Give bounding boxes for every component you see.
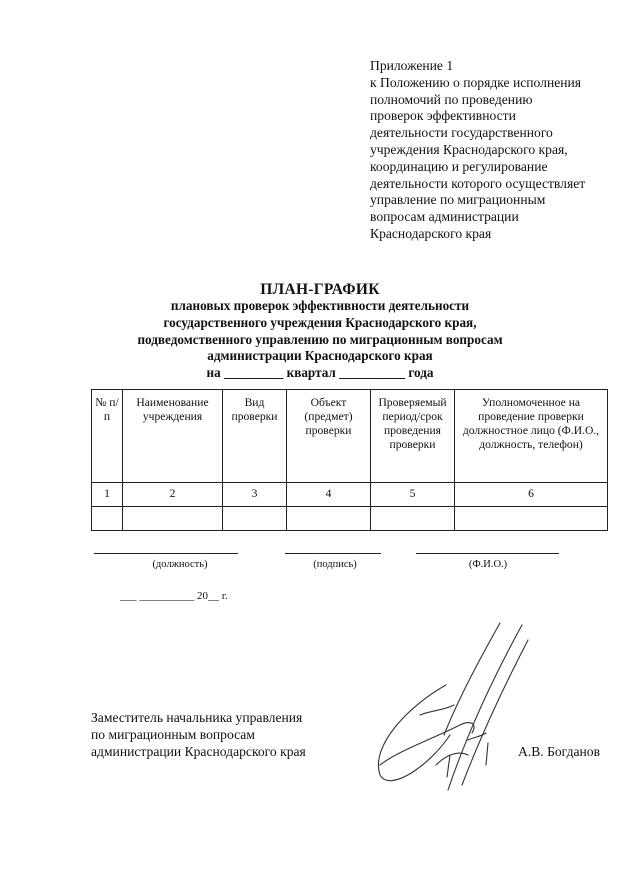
table-row-empty <box>92 507 608 531</box>
table-cell <box>92 507 123 531</box>
subtitle-line: администрации Краснодарского края <box>207 348 433 364</box>
handwritten-signature <box>350 615 550 815</box>
appendix-block <box>370 58 635 243</box>
signature-line <box>285 553 381 554</box>
appendix-line: Краснодарского края <box>370 225 492 241</box>
document-subtitle <box>0 298 640 382</box>
table-cell <box>287 507 371 531</box>
table-cell <box>455 507 608 531</box>
date-line: ___ __________ 20__ г. <box>120 590 228 602</box>
name-line <box>416 553 559 554</box>
column-header-check-type: Вид проверки <box>223 390 287 483</box>
subtitle-line: государственного учреждения Краснодарского края, <box>163 314 477 330</box>
column-number: 4 <box>287 483 371 507</box>
appendix-line: Приложение 1 <box>370 58 454 73</box>
plan-table <box>91 389 608 531</box>
appendix-line: координацию и регулирование <box>370 158 548 174</box>
column-header-object: Объект (предмет) проверки <box>287 390 371 483</box>
subtitle-line: плановых проверок эффективности деятельности <box>170 298 470 313</box>
signer-title-line: администрации Краснодарского края <box>91 743 306 759</box>
table-cell <box>371 507 455 531</box>
signature-caption: (подпись) <box>313 559 357 570</box>
subtitle-line: на _________ квартал __________ года <box>206 365 434 381</box>
document-title: ПЛАН-ГРАФИК <box>260 281 380 298</box>
column-number: 1 <box>92 483 123 507</box>
appendix-line: управление по миграционным <box>370 192 546 208</box>
appendix-line: деятельности которого осуществляет <box>370 175 586 191</box>
appendix-line: деятельности государственного <box>370 125 553 141</box>
column-number: 3 <box>223 483 287 507</box>
subtitle-line: подведомственного управлению по миграционным вопросам <box>137 331 503 347</box>
column-header-period: Проверяемый период/срок проведения проверки <box>371 390 455 483</box>
appendix-line: к Положению о порядке исполнения <box>370 74 582 90</box>
table-cell <box>123 507 223 531</box>
column-header-responsible: Уполномоченное на проведение проверки должностное лицо (Ф.И.О., должность, телефон) <box>455 390 608 483</box>
column-number: 5 <box>371 483 455 507</box>
position-caption: (должность) <box>152 559 208 570</box>
table-cell <box>223 507 287 531</box>
signer-name: А.В. Богданов <box>518 744 601 759</box>
signer-title-line: по миграционным вопросам <box>91 726 255 742</box>
table-row-numbers <box>92 483 608 507</box>
appendix-line: проверок эффективности <box>370 108 516 124</box>
column-header-number: № п/п <box>92 390 123 483</box>
column-number: 6 <box>455 483 608 507</box>
appendix-line: полномочий по проведению <box>370 91 533 107</box>
signer-title <box>91 710 306 760</box>
position-line <box>94 553 238 554</box>
appendix-line: вопросам администрации <box>370 209 519 225</box>
name-caption: (Ф.И.О.) <box>468 559 508 570</box>
appendix-line: учреждения Краснодарского края, <box>370 141 568 157</box>
table-header-row <box>92 390 608 483</box>
column-header-institution: Наименование учреждения <box>123 390 223 483</box>
column-number: 2 <box>123 483 223 507</box>
signer-title-line: Заместитель начальника управления <box>91 710 303 725</box>
